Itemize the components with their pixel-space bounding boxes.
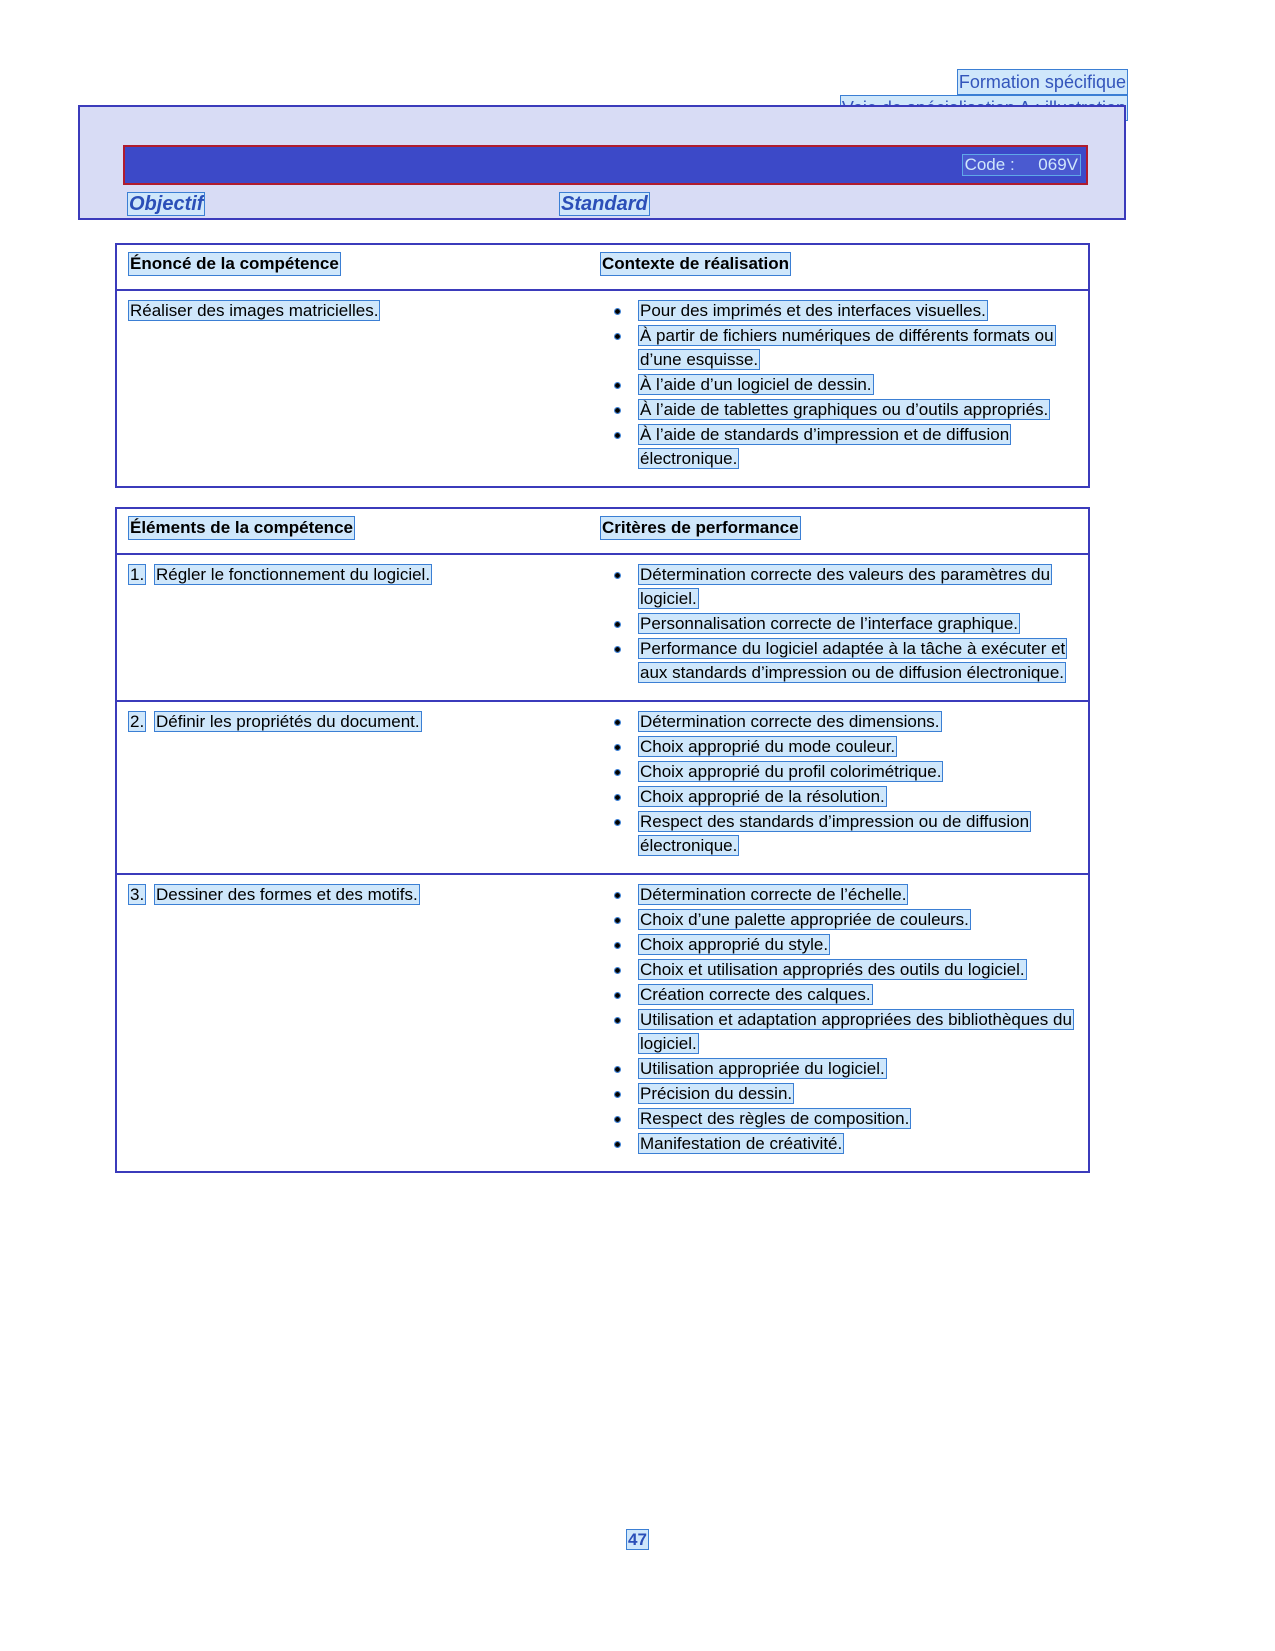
table-header-cell-right — [601, 509, 1088, 553]
critere-text: Choix approprié de la résolution. — [640, 787, 885, 806]
element-number: 2. — [130, 712, 145, 731]
list-item — [601, 933, 1078, 957]
list-item — [601, 423, 1078, 471]
critere-text: Détermination correcte des dimensions. — [640, 712, 940, 731]
list-item — [601, 398, 1078, 422]
critere-text: Utilisation appropriée du logiciel. — [640, 1059, 885, 1078]
header-elements-competence: Éléments de la compétence — [130, 518, 353, 537]
criteres-cell — [601, 702, 1088, 873]
criteres-list — [601, 563, 1078, 685]
critere-text: Respect des règles de composition. — [640, 1109, 910, 1128]
contexte-item-text: Pour des imprimés et des interfaces visuelles. — [640, 301, 986, 320]
header-contexte-realisation: Contexte de réalisation — [602, 254, 790, 273]
contexte-item-text: À l’aide de tablettes graphiques ou d’outils appropriés. — [640, 400, 1049, 419]
standard-label: Standard — [561, 193, 648, 215]
elements-criteres-table — [115, 507, 1090, 1173]
criteres-list — [601, 883, 1078, 1156]
list-item — [601, 324, 1078, 372]
contexte-cell — [601, 291, 1088, 486]
table-header-cell-right — [601, 245, 1088, 289]
page-number-text: 47 — [628, 1530, 647, 1549]
critere-text: Manifestation de créativité. — [640, 1134, 843, 1153]
table-row — [117, 555, 1088, 702]
element-text: Régler le fonctionnement du logiciel. — [156, 565, 431, 584]
element-text: Définir les propriétés du document. — [156, 712, 420, 731]
list-item — [601, 735, 1078, 759]
header-criteres-performance: Critères de performance — [602, 518, 799, 537]
critere-text: Choix approprié du mode couleur. — [640, 737, 896, 756]
list-item — [601, 373, 1078, 397]
objectif-label: Objectif — [129, 193, 204, 215]
table-header-row — [117, 245, 1088, 291]
element-cell — [117, 702, 601, 873]
table-header-row — [117, 509, 1088, 555]
header-line-formation: Formation spécifique — [958, 72, 1126, 92]
critere-text: Performance du logiciel adaptée à la tâche à exécuter et aux standards d’impression ou de diffusion électronique. — [640, 639, 1066, 682]
critere-text: Choix approprié du profil colorimétrique. — [640, 762, 942, 781]
critere-text: Utilisation et adaptation appropriées des bibliothèques du logiciel. — [640, 1010, 1072, 1053]
list-item — [601, 612, 1078, 636]
contexte-item-text: À partir de fichiers numériques de différents formats ou d’une esquisse. — [640, 326, 1054, 369]
list-item — [601, 1132, 1078, 1156]
element-cell — [117, 555, 601, 700]
objectif-standard-row — [128, 193, 1088, 216]
list-item — [601, 1008, 1078, 1056]
page-number — [0, 1530, 1275, 1550]
contexte-item-text: À l’aide d’un logiciel de dessin. — [640, 375, 872, 394]
table-header-cell-left — [117, 509, 601, 553]
criteres-cell — [601, 555, 1088, 700]
critere-text: Respect des standards d’impression ou de diffusion électronique. — [640, 812, 1030, 855]
list-item — [601, 810, 1078, 858]
list-item — [601, 1082, 1078, 1106]
contexte-list — [601, 299, 1078, 471]
criteres-list — [601, 710, 1078, 858]
critere-text: Création correcte des calques. — [640, 985, 871, 1004]
list-item — [601, 785, 1078, 809]
critere-text: Choix d’une palette appropriée de couleurs. — [640, 910, 969, 929]
list-item — [601, 637, 1078, 685]
header-enonce-competence: Énoncé de la compétence — [130, 254, 339, 273]
element-cell — [117, 875, 601, 1171]
table-header-cell-left — [117, 245, 601, 289]
code-text — [963, 155, 1080, 175]
list-item — [601, 760, 1078, 784]
table-row — [117, 702, 1088, 875]
critere-text: Détermination correcte des valeurs des paramètres du logiciel. — [640, 565, 1051, 608]
competence-table — [115, 243, 1090, 488]
list-item — [601, 958, 1078, 982]
list-item — [601, 1057, 1078, 1081]
critere-text: Personnalisation correcte de l’interface graphique. — [640, 614, 1019, 633]
table-row — [117, 875, 1088, 1171]
list-item — [601, 908, 1078, 932]
table-row — [117, 291, 1088, 486]
critere-text: Détermination correcte de l’échelle. — [640, 885, 907, 904]
critere-text: Précision du dessin. — [640, 1084, 793, 1103]
element-text: Dessiner des formes et des motifs. — [156, 885, 418, 904]
competence-text: Réaliser des images matricielles. — [130, 301, 379, 320]
criteres-cell — [601, 875, 1088, 1171]
list-item — [601, 1107, 1078, 1131]
objective-title-box — [78, 105, 1126, 220]
element-number: 1. — [130, 565, 145, 584]
list-item — [601, 883, 1078, 907]
list-item — [601, 563, 1078, 611]
element-number: 3. — [130, 885, 145, 904]
critere-text: Choix et utilisation appropriés des outils du logiciel. — [640, 960, 1025, 979]
code-label: Code : — [964, 155, 1015, 174]
code-value: 069V — [1038, 155, 1078, 174]
list-item — [601, 983, 1078, 1007]
list-item — [601, 710, 1078, 734]
contexte-item-text: À l’aide de standards d’impression et de diffusion électronique. — [640, 425, 1010, 468]
critere-text: Choix approprié du style. — [640, 935, 829, 954]
code-bar — [123, 145, 1088, 185]
competence-cell — [117, 291, 601, 486]
list-item — [601, 299, 1078, 323]
